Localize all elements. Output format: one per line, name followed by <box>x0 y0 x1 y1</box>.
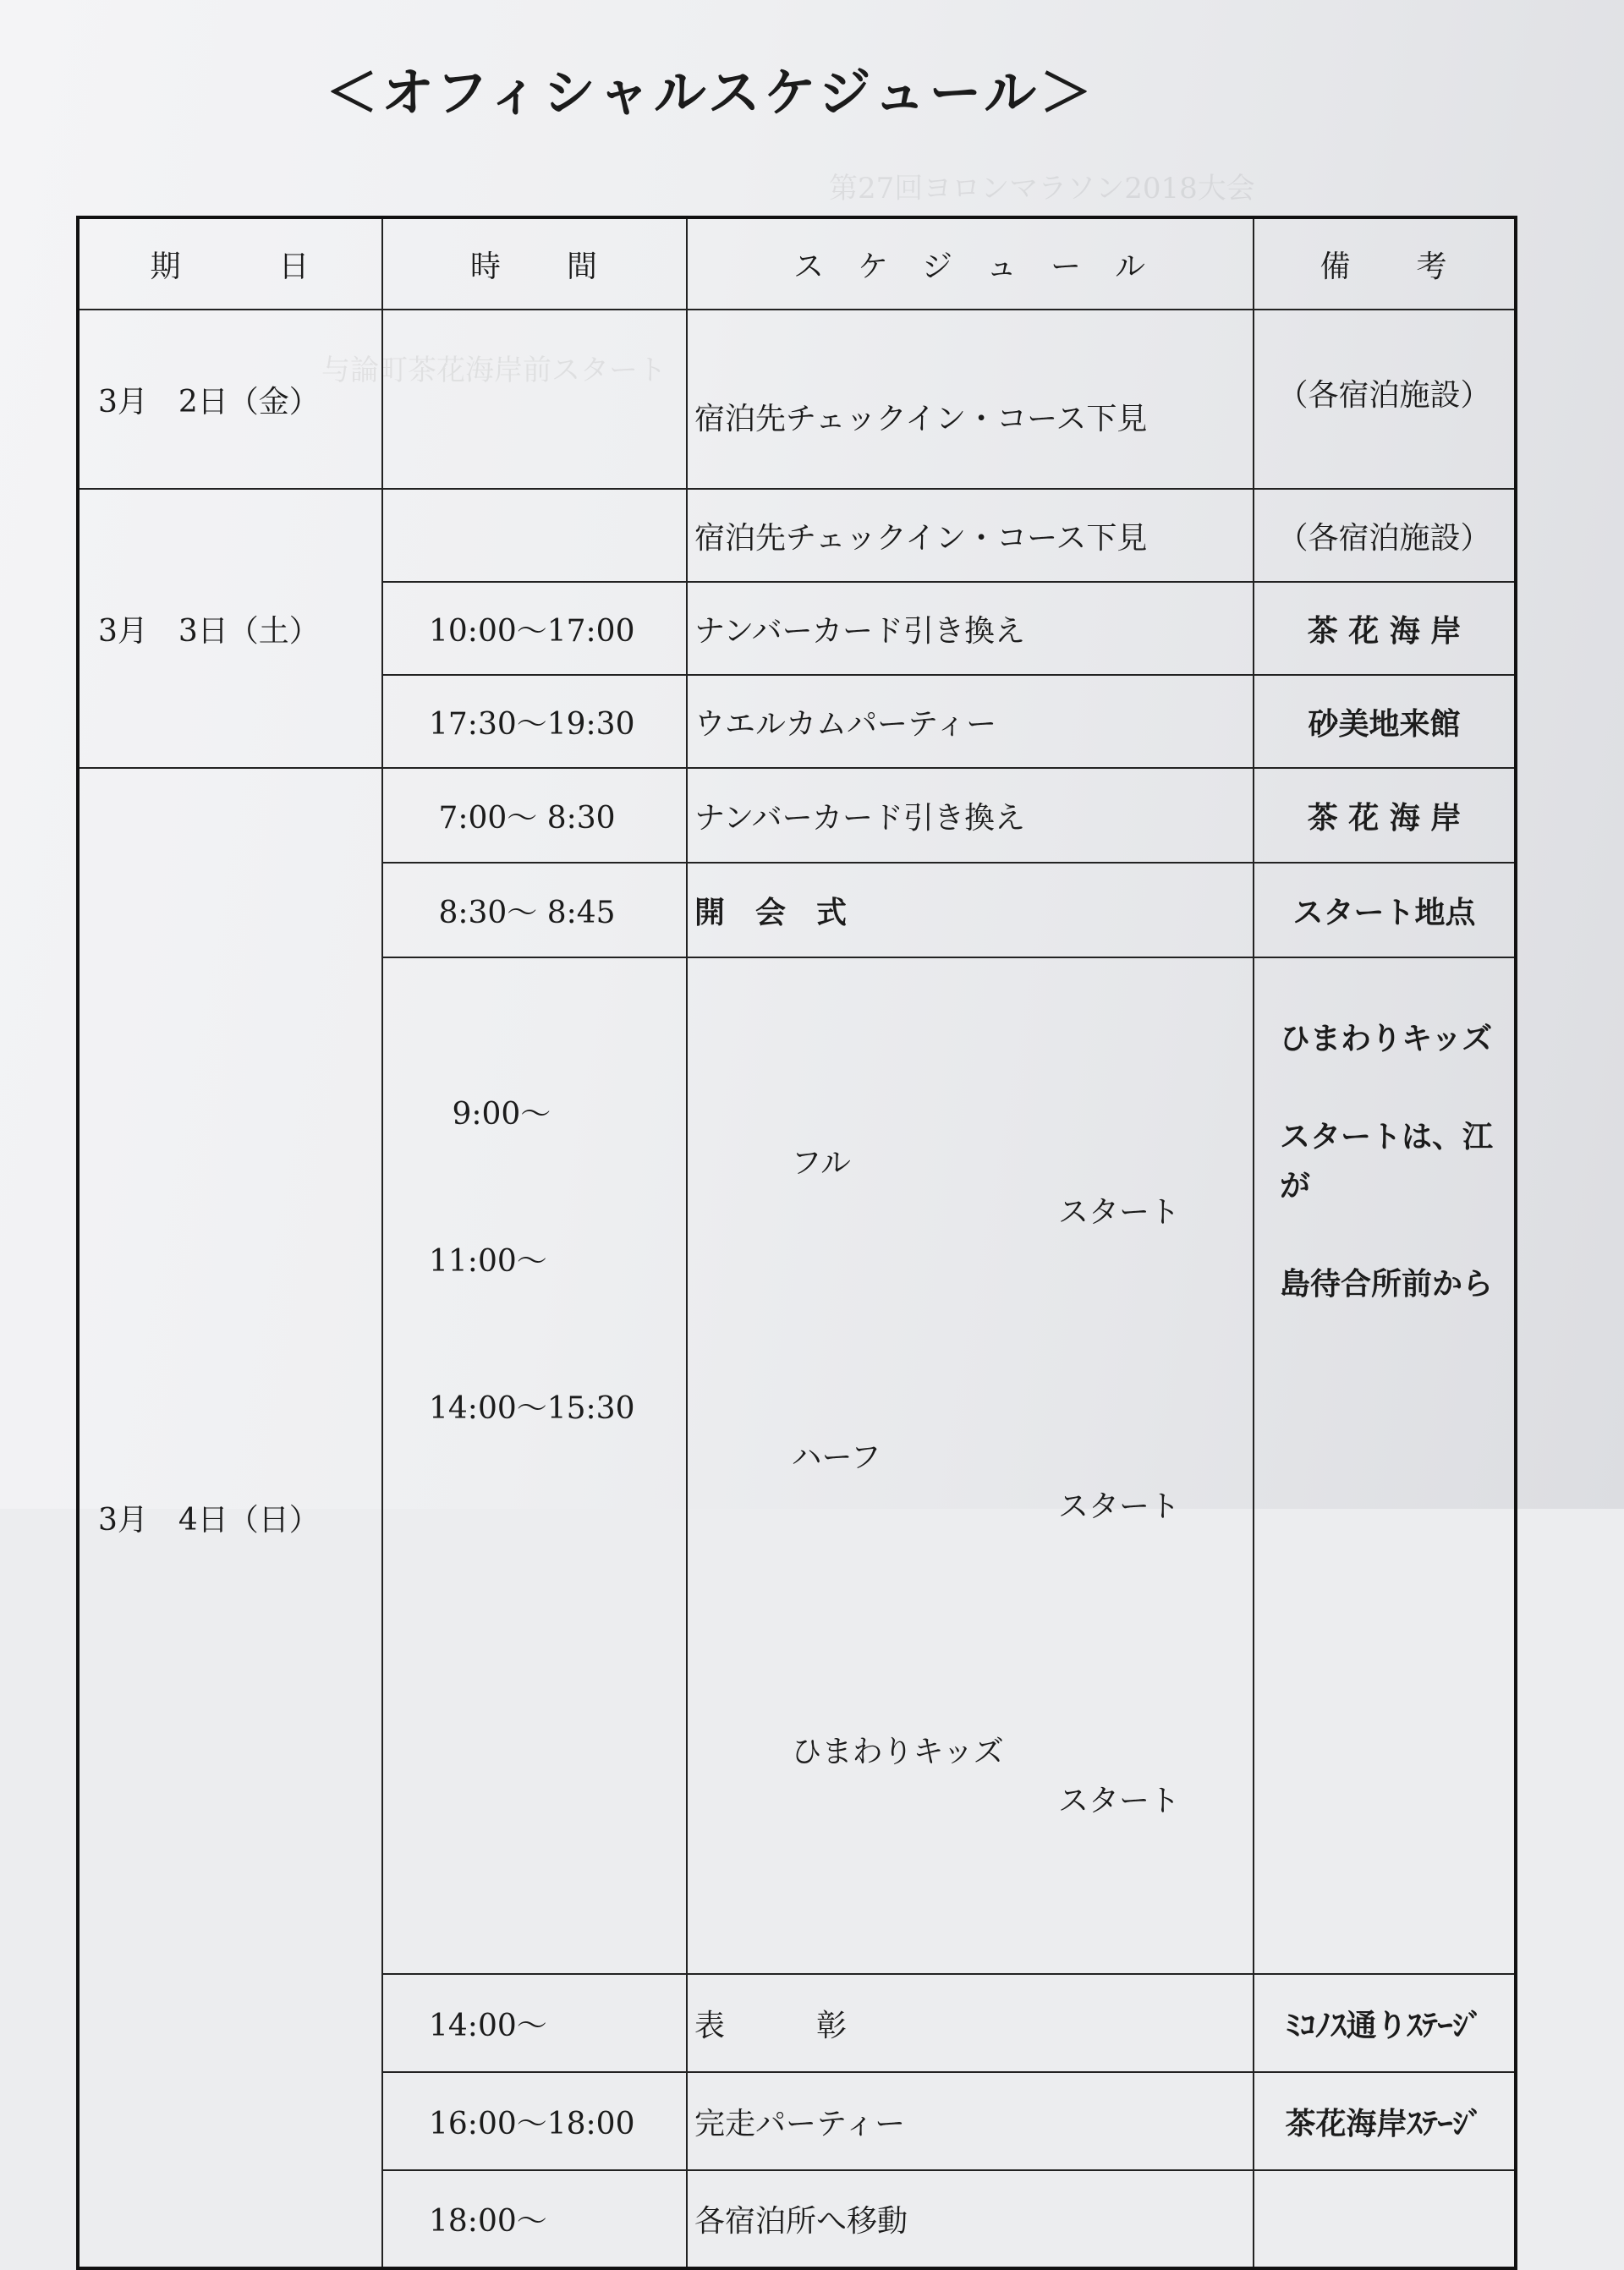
time-line: 11:00～ <box>429 1244 547 1279</box>
schedule-cell: 完走パーティー <box>687 2072 1254 2170</box>
schedule-cell: 宿泊先チェックイン・コース下見 <box>687 489 1254 582</box>
time-line: 9:00～ <box>442 1097 551 1132</box>
date-cell: 3月 2日（金） <box>78 310 382 489</box>
schedule-cell: ウエルカムパーティー <box>687 675 1254 768</box>
header-schedule: ス ケ ジ ュ ー ル <box>687 217 1254 310</box>
note-cell: 茶 花 海 岸 <box>1254 582 1516 675</box>
event-line <box>694 1384 1253 1581</box>
note-line: スタートは、江が <box>1280 1119 1494 1204</box>
schedule-cell: ナンバーカード引き換え <box>687 582 1254 675</box>
schedule-cell: 開 会 式 <box>687 863 1254 957</box>
schedule-cell: 宿泊先チェックイン・コース下見 <box>687 310 1254 489</box>
schedule-cell: 表 彰 <box>687 1974 1254 2072</box>
note-cell: （各宿泊施設） <box>1254 489 1516 582</box>
table-header-row <box>78 217 1516 310</box>
note-cell: ﾐｺﾉｽ通りｽﾃｰｼﾞ <box>1254 1974 1516 2072</box>
table-row <box>78 310 1516 489</box>
event-status: スタート <box>1058 1784 1181 1818</box>
note-cell: （各宿泊施設） <box>1254 310 1516 489</box>
page-title: ＜オフィシャルスケジュール＞ <box>325 62 1096 123</box>
header-notes: 備 考 <box>1254 217 1516 310</box>
event-name: フル <box>791 1146 851 1181</box>
event-name: ハーフ <box>791 1440 881 1475</box>
time-cell: 7:00～ 8:30 <box>382 768 687 863</box>
note-cell <box>1254 2170 1516 2268</box>
schedule-cell: ナンバーカード引き換え <box>687 768 1254 863</box>
bleed-through-text: 第27回ヨロンマラソン2018大会 <box>829 172 1255 206</box>
header-time: 時 間 <box>382 217 687 310</box>
note-cell: 砂美地来館 <box>1254 675 1516 768</box>
bleed-through-text: 与論町茶花海岸前スタート <box>321 354 667 387</box>
date-cell: 3月 3日（土） <box>78 489 382 768</box>
header-date: 期 日 <box>78 217 382 310</box>
note-cell <box>1254 957 1516 1974</box>
time-cell: 14:00～ <box>382 1974 687 2072</box>
table-row <box>78 768 1516 863</box>
note-cell: 茶 花 海 岸 <box>1254 768 1516 863</box>
event-status: スタート <box>1058 1489 1181 1524</box>
event-status: スタート <box>1058 1195 1181 1230</box>
time-cell: 17:30～19:30 <box>382 675 687 768</box>
event-line <box>694 1090 1253 1286</box>
schedule-table <box>76 216 1517 2270</box>
date-cell: 3月 4日（日） <box>78 768 382 2268</box>
schedule-cell: 各宿泊所へ移動 <box>687 2170 1254 2268</box>
event-name: ひまわりキッズ <box>791 1735 1004 1769</box>
event-line <box>694 1679 1253 1875</box>
note-line: 島待合所前から <box>1280 1266 1494 1302</box>
time-cell: 10:00～17:00 <box>382 582 687 675</box>
time-cell <box>382 310 687 489</box>
note-cell: 茶花海岸ｽﾃｰｼﾞ <box>1254 2072 1516 2170</box>
note-line: ひまわりキッズ <box>1280 1021 1493 1056</box>
note-cell: スタート地点 <box>1254 863 1516 957</box>
schedule-cell <box>687 957 1254 1974</box>
time-line: 14:00～15:30 <box>429 1391 635 1426</box>
time-cell <box>382 957 687 1974</box>
time-cell: 8:30～ 8:45 <box>382 863 687 957</box>
table-row <box>78 489 1516 582</box>
time-cell: 18:00～ <box>382 2170 687 2268</box>
time-cell <box>382 489 687 582</box>
time-cell: 16:00～18:00 <box>382 2072 687 2170</box>
